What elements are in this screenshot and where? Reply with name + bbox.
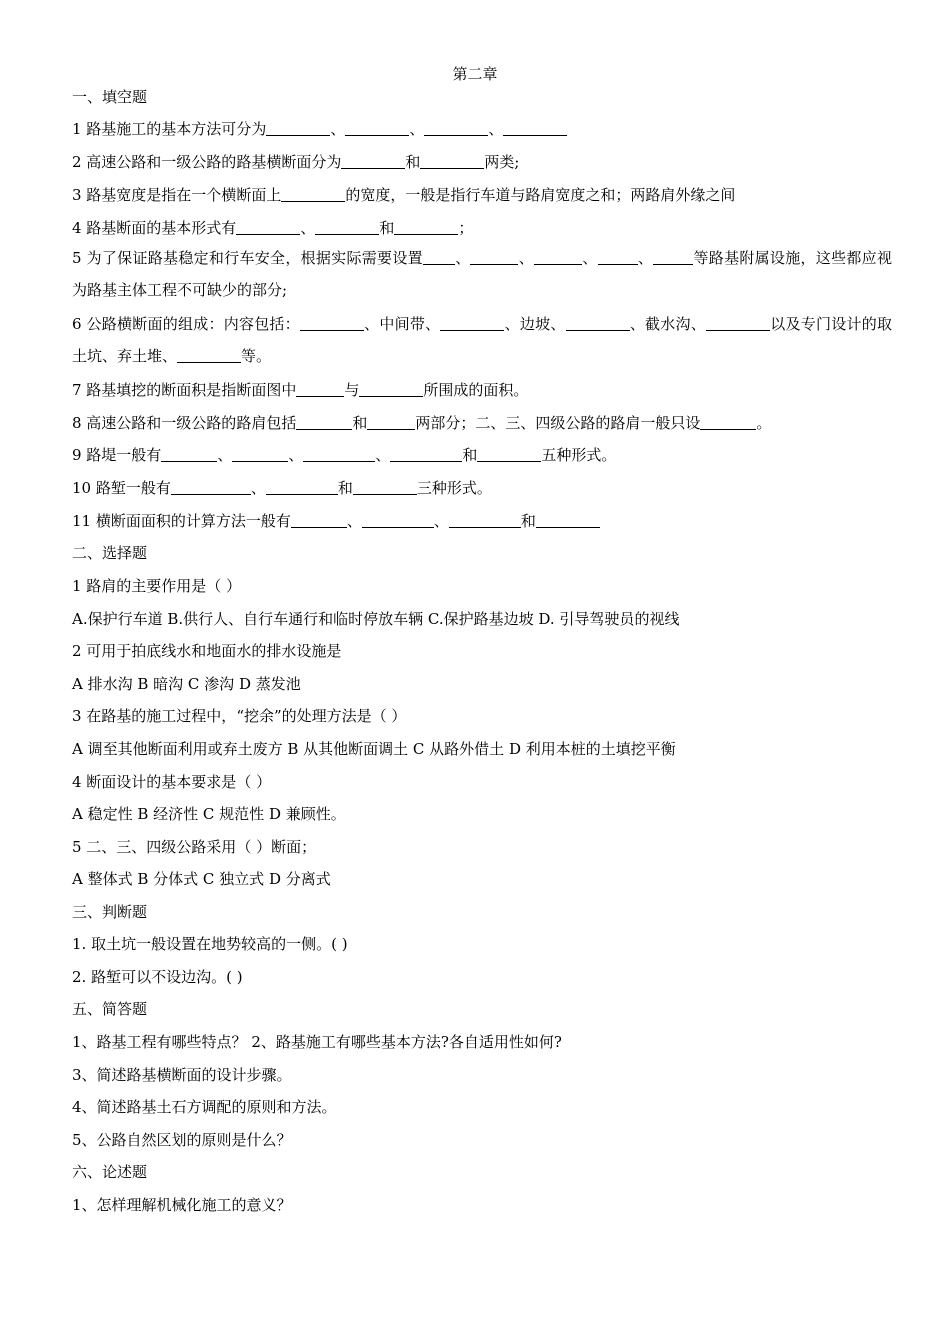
question-line: 4 断面设计的基本要求是（ ）	[72, 773, 272, 791]
fill-in-blank[interactable]	[534, 250, 582, 265]
fill-in-blank[interactable]	[303, 447, 375, 462]
fill-in-blank[interactable]	[359, 382, 423, 397]
fill-in-blank[interactable]	[281, 187, 345, 202]
fill-in-blank[interactable]	[394, 220, 458, 235]
fill-in-blank[interactable]	[171, 480, 251, 495]
question-line: 8 高速公路和一级公路的路肩包括 和 两部分；二、三、四级公路的路肩一般只设 。	[72, 414, 772, 432]
fill-in-blank[interactable]	[566, 316, 630, 331]
question-line: 1 路基施工的基本方法可分为 、 、 、	[72, 119, 892, 139]
question-line: 1 路肩的主要作用是（ ）	[72, 577, 242, 595]
question-line: 1、怎样理解机械化施工的意义？	[72, 1196, 292, 1214]
fill-in-blank[interactable]	[424, 121, 488, 136]
fill-in-blank[interactable]	[390, 447, 462, 462]
fill-in-blank[interactable]	[315, 220, 379, 235]
fill-in-blank[interactable]	[353, 480, 417, 495]
fill-in-blank[interactable]	[296, 415, 352, 430]
question-line: 3 在路基的施工过程中，“挖余”的处理方法是（ ）	[72, 707, 407, 725]
section-heading-true-false: 三、判断题	[72, 903, 148, 921]
fill-in-blank[interactable]	[232, 447, 288, 462]
fill-in-blank[interactable]	[345, 121, 409, 136]
fill-in-blank[interactable]	[266, 480, 338, 495]
fill-in-blank[interactable]	[598, 250, 638, 265]
fill-in-blank[interactable]	[503, 121, 567, 136]
question-line: 6 公路横断面的组成：内容包括： 、中间带、 、边坡、 、截水沟、 以及专门设计的取土坑、弃土堆、 等。	[72, 315, 892, 365]
question-line: 1、路基工程有哪些特点？ 2、路基施工有哪些基本方法?各自适用性如何?	[72, 1033, 562, 1051]
fill-in-blank[interactable]	[296, 382, 344, 397]
fill-in-blank[interactable]	[266, 121, 330, 136]
fill-in-blank[interactable]	[362, 513, 434, 528]
option-line: A.保护行车道 B.供行人、自行车通行和临时停放车辆 C.保护路基边坡 D. 引导驾驶员的视线	[72, 610, 680, 628]
fill-in-blank[interactable]	[477, 447, 541, 462]
fill-in-blank[interactable]	[367, 415, 415, 430]
fill-in-blank[interactable]	[341, 154, 405, 169]
question-line: 7 路基填挖的断面积是指断面图中 与 所围成的面积。	[72, 381, 529, 399]
fill-in-blank[interactable]	[700, 415, 756, 430]
fill-in-blank[interactable]	[291, 513, 347, 528]
chapter-title: 第二章	[452, 65, 498, 83]
section-heading-short-answer: 五、简答题	[72, 1000, 148, 1018]
fill-in-blank[interactable]	[236, 220, 300, 235]
fill-in-blank[interactable]	[470, 250, 518, 265]
question-line: 9 路堤一般有 、 、 、 和 五种形式。	[72, 446, 617, 464]
question-line: 3 路基宽度是指在一个横断面上 的宽度，一般是指行车道与路肩宽度之和；两路肩外缘之间	[72, 186, 736, 204]
question-line: 5 二、三、四级公路采用（ ）断面；	[72, 838, 317, 856]
fill-in-blank[interactable]	[161, 447, 217, 462]
question-line: 2. 路堑可以不设边沟。( )	[72, 968, 243, 986]
question-line: 2 可用于拍底线水和地面水的排水设施是	[72, 642, 342, 660]
question-line: 11 横断面面积的计算方法一般有 、 、 和	[72, 511, 892, 531]
question-line: 4 路基断面的基本形式有 、 和 ；	[72, 219, 474, 237]
fill-in-blank[interactable]	[420, 154, 484, 169]
section-heading-essay: 六、论述题	[72, 1163, 148, 1181]
section-heading-multiple-choice: 二、选择题	[72, 544, 148, 562]
fill-in-blank[interactable]	[423, 250, 455, 265]
fill-in-blank[interactable]	[440, 316, 504, 331]
fill-in-blank[interactable]	[177, 348, 241, 363]
option-line: A 整体式 B 分体式 C 独立式 D 分离式	[72, 870, 331, 888]
question-line: 10 路堑一般有 、 和 三种形式。	[72, 479, 492, 497]
option-line: A 调至其他断面利用或弃土废方 B 从其他断面调土 C 从路外借土 D 利用本桩的土填挖平衡	[72, 740, 676, 758]
fill-in-blank[interactable]	[536, 513, 600, 528]
question-line: 5 为了保证路基稳定和行车安全，根据实际需要设置 、 、 、 、 等路基附属设施，这些都应视为路基主体工程不可缺少的部分;	[72, 249, 892, 299]
question-line: 4、简述路基土石方调配的原则和方法。	[72, 1098, 337, 1116]
option-line: A 排水沟 B 暗沟 C 渗沟 D 蒸发池	[72, 675, 301, 693]
question-line: 1. 取土坑一般设置在地势较高的一侧。( )	[72, 935, 348, 953]
question-line: 3、简述路基横断面的设计步骤。	[72, 1066, 292, 1084]
fill-in-blank[interactable]	[653, 250, 693, 265]
option-line: A 稳定性 B 经济性 C 规范性 D 兼顾性。	[72, 805, 346, 823]
fill-in-blank[interactable]	[300, 316, 364, 331]
fill-in-blank[interactable]	[706, 316, 770, 331]
question-line: 2 高速公路和一级公路的路基横断面分为 和 两类;	[72, 153, 520, 171]
question-line: 5、公路自然区划的原则是什么？	[72, 1131, 292, 1149]
fill-in-blank[interactable]	[449, 513, 521, 528]
section-heading-fill-blank: 一、填空题	[72, 88, 148, 106]
